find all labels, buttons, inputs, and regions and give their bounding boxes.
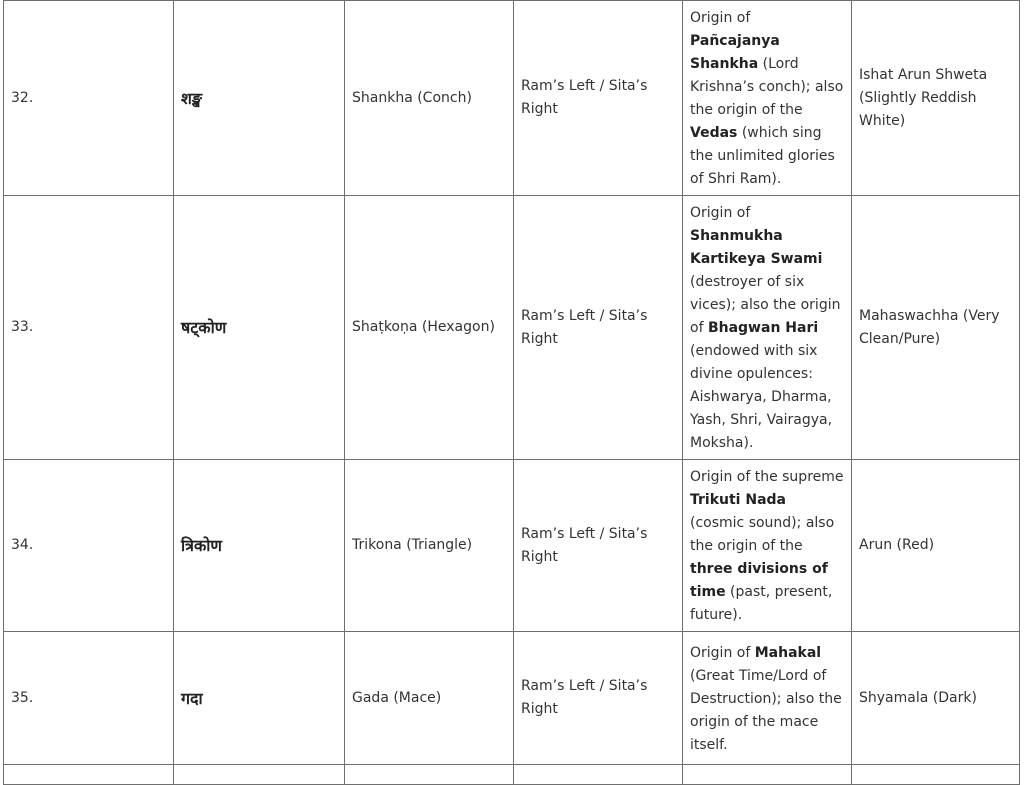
row-number: 33. [4,196,174,460]
origin-emphasis: Pañcajanya Shankha [690,33,780,72]
position-line: Ram’s Left / Sita’s [521,307,648,324]
table-row-bottom-cut [4,765,1020,785]
origin-text: (Great Time/Lord of Destruction); also the origin of the mace itself. [690,667,842,753]
row-number: 34. [4,460,174,632]
symbol-name: Shankha (Conch) [345,1,514,196]
table-row [4,632,1020,765]
origin-emphasis: three divisions of time [690,561,828,600]
origin-emphasis: Shanmukha Kartikeya Swami [690,228,823,267]
position-line: Ram’s Left / Sita’s [521,78,648,94]
origin-emphasis: Vedas [690,125,738,141]
symbol-devanagari: त्रिकोण [174,460,345,632]
origin-text: (past, present, future). [690,584,833,623]
symbol-devanagari: गदा [174,632,345,765]
symbol-color: Mahaswachha (Very Clean/Pure) [852,196,1020,460]
symbols-table [3,0,1020,785]
origin-emphasis: Bhagwan Hari [707,320,819,336]
origin-text: Origin of [690,10,751,26]
position-line: Ram’s Left / Sita’s [521,525,648,542]
origin-text: (cosmic sound); also the origin of the [690,515,835,554]
symbol-color: Arun (Red) [852,460,1020,632]
symbol-position [514,460,683,632]
origin-text: Origin of [690,205,751,221]
origin-emphasis: Mahakal [754,644,822,661]
symbol-color: Ishat Arun Shweta (Slightly Reddish White) [852,1,1020,196]
empty-cell [683,765,852,785]
row-number: 32. [4,1,174,196]
origin-text: Origin of the supreme [690,469,844,485]
position-line: Right [521,548,558,565]
empty-cell [514,765,683,785]
symbol-devanagari: शङ्ख [174,1,345,196]
symbol-origin [683,460,852,632]
empty-cell [345,765,514,785]
symbol-position [514,1,683,196]
empty-cell [174,765,345,785]
table-row [4,460,1020,632]
origin-text: (endowed with six divine opulences: Aishwarya, Dharma, Yash, Shri, Vairagya, Moksha). [690,343,833,451]
origin-text: Origin of [690,644,755,661]
position-line: Right [521,330,558,347]
origin-emphasis: Trikuti Nada [690,492,786,508]
position-line: Ram’s Left / Sita’s [521,678,648,694]
empty-cell [852,765,1020,785]
symbol-color: Shyamala (Dark) [852,632,1020,765]
symbol-name: Shaṭkoṇa (Hexagon) [345,196,514,460]
symbol-position [514,632,683,765]
empty-cell [4,765,174,785]
origin-text: (destroyer of six vices); also the origin of [690,274,841,336]
origin-text: (which sing the unlimited glories of Shri Ram). [690,125,835,187]
symbol-position [514,196,683,460]
row-number: 35. [4,632,174,765]
symbol-origin [683,196,852,460]
symbol-name: Trikona (Triangle) [345,460,514,632]
origin-text: (Lord Krishna’s conch); also the origin of the [690,56,844,118]
symbol-devanagari: षट्कोण [174,196,345,460]
table-row [4,196,1020,460]
position-line: Right [521,701,558,717]
symbol-origin [683,632,852,765]
symbol-name: Gada (Mace) [345,632,514,765]
symbol-origin [683,1,852,196]
table-row [4,1,1020,196]
position-line: Right [521,101,558,117]
